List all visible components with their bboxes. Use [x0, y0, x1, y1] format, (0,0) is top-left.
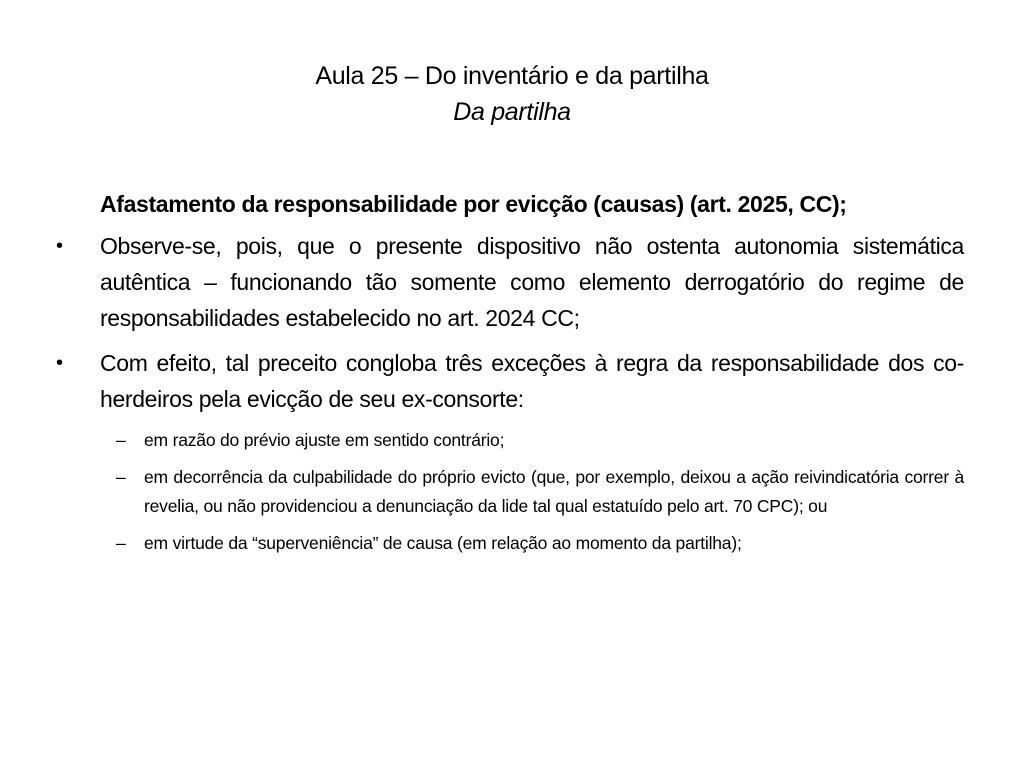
- dash-icon: –: [116, 467, 126, 487]
- dash-icon: –: [116, 533, 126, 553]
- slide-body: [52, 186, 964, 566]
- sub-item: [52, 463, 964, 521]
- slide-subtitle: Da partilha: [453, 98, 571, 126]
- sub-item: [52, 529, 964, 558]
- dash-icon: –: [116, 430, 126, 450]
- section-heading: Afastamento da responsabilidade por evicção (causas) (art. 2025, CC);: [100, 191, 847, 217]
- sub-item-text: em virtude da “superveniência” de causa (em relação ao momento da partilha);: [144, 533, 742, 553]
- bullet-text: Com efeito, tal preceito congloba três exceções à regra da responsabilidade dos co-herdeiros pela evicção de seu ex-consorte:: [100, 350, 964, 412]
- sub-item-text: em razão do prévio ajuste em sentido contrário;: [144, 430, 505, 450]
- sub-item: [52, 426, 964, 455]
- slide-title: Aula 25 – Do inventário e da partilha: [315, 62, 709, 90]
- sub-item-text: em decorrência da culpabilidade do próprio evicto (que, por exemplo, deixou a ação reivindicatória correr à revelia, ou não providenciou a denunciação da lide tal qual estatuído pelo art. 70 CPC); ou: [144, 467, 964, 516]
- bullet-icon: •: [56, 352, 63, 374]
- slide-title-block: [0, 58, 1024, 130]
- bullet-icon: •: [56, 235, 63, 257]
- bullet-text: Observe-se, pois, que o presente dispositivo não ostenta autonomia sistemática autêntica – funcionando tão somente como elemento derrogatório do regime de responsabilidades estabelecido no art. 2024 CC;: [100, 233, 964, 331]
- bullet-item: [52, 345, 964, 417]
- bullet-item: [52, 228, 964, 336]
